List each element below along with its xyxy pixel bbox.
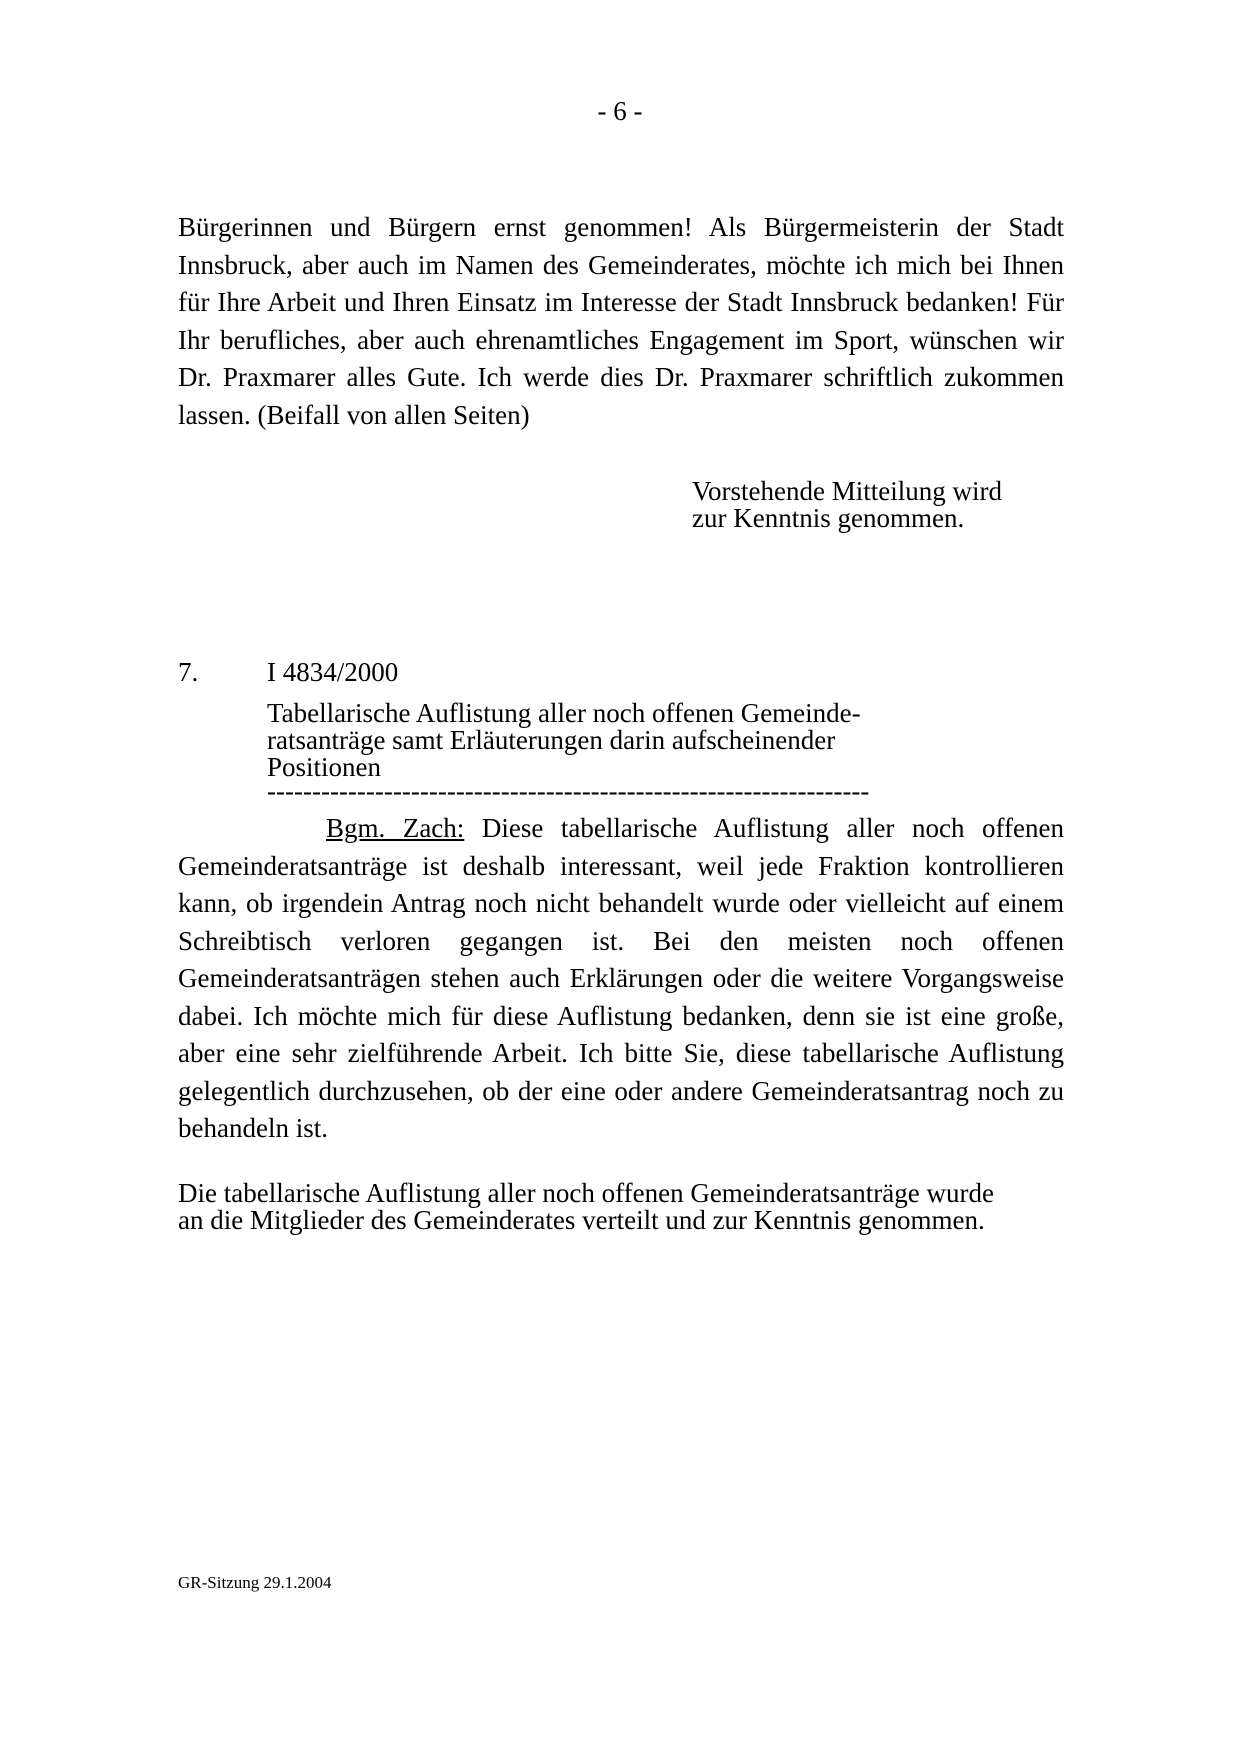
speaker-name: Bgm. Zach: [326, 813, 465, 843]
resolution-line-1: Die tabellarische Auflistung aller noch offenen Gemeinderatsanträge wurde [178, 1178, 994, 1208]
agenda-item-title-line-2: ratsanträge samt Erläuterungen darin aufscheinender [267, 725, 836, 755]
intro-paragraph: Bürgerinnen und Bürgern ernst genommen! Als Bürgermeisterin der Stadt Innsbruck, aber auch im Namen des Gemeinderates, möchte ich mich bei Ihnen für Ihre Arbeit und Ihren Einsatz im Interesse der Stadt Innsbruck bedanken! Für Ihr berufliches, aber auch ehrenamtliches Engagement im Sport, wünschen wir Dr. Praxmarer alles Gute. Ich werde dies Dr. Praxmarer schriftlich zukommen lassen. (Beifall von allen Seiten) [178, 212, 1064, 430]
agenda-item-title-line-3: Positionen [267, 752, 382, 782]
resolution-text [178, 1180, 1064, 1234]
speaker-statement [178, 810, 1064, 1148]
statement-text: Diese tabellarische Auflistung aller noch offenen Gemeinderatsanträge ist deshalb interessant, weil jede Fraktion kontrollieren kann, ob irgendein Antrag noch nicht behandelt wurde oder vielleicht auf einem Schreibtisch verloren gegangen ist. Bei den meisten noch offenen Gemeinderatsanträgen stehen auch Erklärungen oder die weitere Vorgangsweise dabei. Ich möchte mich für diese Auflistung bedanken, denn sie ist eine große, aber eine sehr zielführende Arbeit. Ich bitte Sie, diese tabellarische Auflistung gelegentlich durchzusehen, ob der eine oder andere Gemeinderatsantrag noch zu behandeln ist. [178, 813, 1064, 1143]
page-number: - 6 - [597, 96, 643, 126]
notice-line-1: Vorstehende Mitteilung wird [692, 476, 1002, 506]
resolution-line-2: an die Mitglieder des Gemeinderates verteilt und zur Kenntnis genommen. [178, 1205, 985, 1235]
notice-line-2: zur Kenntnis genommen. [692, 503, 965, 533]
agenda-item-title-line-1: Tabellarische Auflistung aller noch offenen Gemeinde- [267, 698, 861, 728]
dashed-separator: ------------------------------------------------------------------- [267, 776, 870, 806]
agenda-item-title [267, 700, 967, 781]
agenda-item-number: 7. [178, 657, 199, 687]
notice-text [692, 478, 1002, 532]
footer-session-label: GR-Sitzung 29.1.2004 [178, 1573, 332, 1592]
agenda-item-reference: I 4834/2000 [267, 657, 399, 687]
